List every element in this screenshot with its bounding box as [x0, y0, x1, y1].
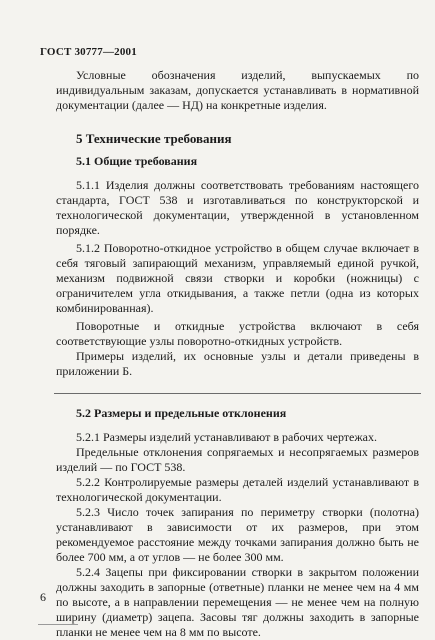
paragraph-5-2-3: 5.2.3 Число точек запирания по периметру створки (полотна) устанавливают в зависимости от их размеров, при этом рекомендуемое расстояние между точками запирания должно быть не более 700 мм, а от углов — не более 300 мм. — [56, 505, 419, 564]
paragraph-5-2-2: 5.2.2 Контролируемые размеры деталей изделий устанавливают в технологической документации. — [56, 475, 419, 504]
section-5-title: 5 Технические требования — [76, 131, 232, 146]
section-divider — [54, 393, 421, 394]
paragraph-5-2-4: 5.2.4 Зацепы при фиксировании створки в закрытом положении должны заходить в запорные (ответные) планки не менее чем на 4 мм по высоте, а в направлении перемещения — не менее чем на полную ширину (диаметр) зацепа. Засовы тяг должны заходить в запорные планки не менее чем на 8 мм по высоте. — [56, 565, 419, 639]
subsection-5-2-title: 5.2 Размеры и предельные отклонения — [76, 406, 287, 420]
paragraph-5-1-1: 5.1.1 Изделия должны соответствовать требованиям настоящего стандарта, ГОСТ 538 и изготавливаться по конструкторской и технологической документации, утвержденной в установленном порядке. — [56, 178, 419, 237]
standard-code-header: ГОСТ 30777—2001 — [40, 46, 137, 58]
paragraph-5-1-2: 5.1.2 Поворотно-откидное устройство в общем случае включает в себя тяговый запирающий механизм, управляемый единой ручкой, механизм подвижной связи створки и коробки (ножницы) с ограничителем угла откидывания, а также петли (одна из которых комбинированная). — [56, 241, 419, 315]
paragraph-5-2-1-b: Предельные отклонения сопрягаемых и несопрягаемых размеров изделий — по ГОСТ 538. — [56, 445, 419, 474]
subsection-5-1-title: 5.1 Общие требования — [76, 154, 198, 168]
paragraph-5-2-1: 5.2.1 Размеры изделий устанавливают в рабочих чертежах. — [76, 430, 377, 444]
document-body — [56, 68, 419, 640]
paragraph-devices: Поворотные и откидные устройства включают в себя соответствующие узлы поворотно-откидных устройств. — [56, 319, 419, 348]
intro-paragraph: Условные обозначения изделий, выпускаемых по индивидуальным заказам, допускается устанавливать в нормативной документации (далее — НД) на конкретные изделия. — [56, 68, 419, 112]
paragraph-examples: Примеры изделий, их основные узлы и детали приведены в приложении Б. — [56, 349, 419, 378]
page-number: 6 — [40, 590, 46, 604]
footer-line — [38, 624, 78, 625]
